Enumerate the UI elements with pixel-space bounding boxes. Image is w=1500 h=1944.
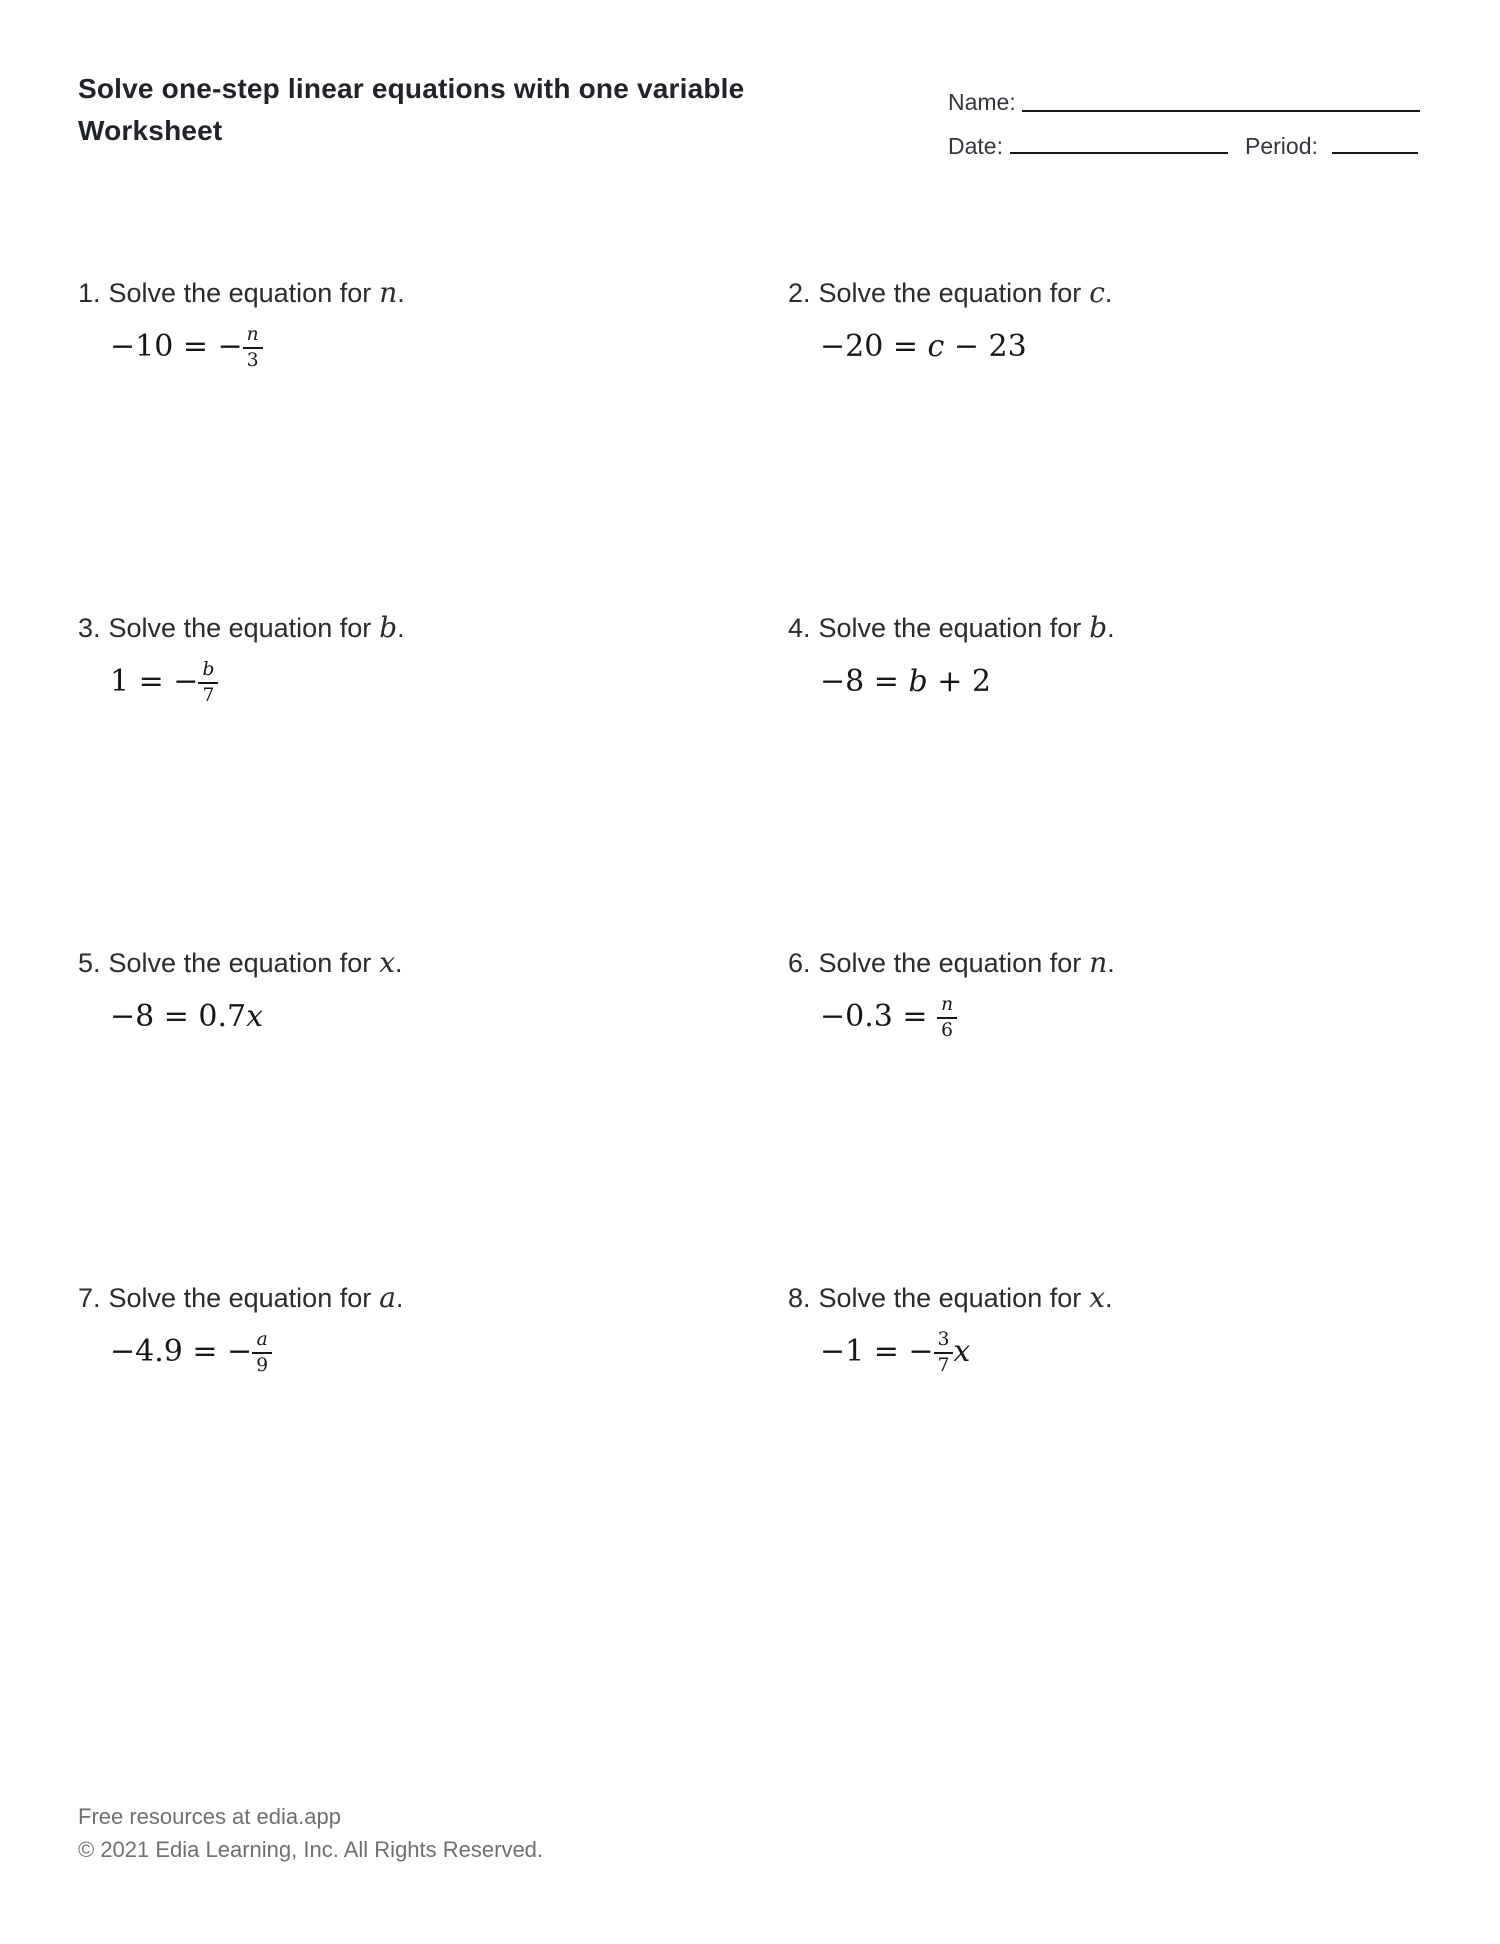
- problem-variable: c: [1089, 276, 1105, 309]
- problem-equation: [820, 660, 1500, 704]
- date-blank-line: [1010, 122, 1228, 154]
- problem-variable: x: [379, 946, 396, 979]
- problem-equation: [820, 1330, 1500, 1377]
- problem-number: 4.: [788, 613, 811, 643]
- problem-item: [78, 276, 788, 611]
- problem-item: [78, 1281, 788, 1616]
- problem-prompt: [78, 276, 788, 310]
- problem-prompt: [788, 946, 1500, 980]
- equation-text: + 2: [927, 664, 991, 699]
- problem-variable: n: [379, 276, 398, 309]
- problem-number: 5.: [78, 948, 101, 978]
- problem-prompt-text: Solve the equation for: [108, 1283, 372, 1313]
- problem-variable: b: [1089, 611, 1108, 644]
- problem-suffix: .: [1107, 613, 1115, 643]
- problem-prompt: [78, 1281, 788, 1315]
- name-blank-line: [1022, 80, 1420, 112]
- period-label: Period:: [1245, 133, 1318, 159]
- problem-suffix: .: [1104, 278, 1113, 308]
- problem-equation: [110, 325, 788, 372]
- problem-variable: b: [379, 611, 398, 644]
- date-label: Date:: [948, 133, 1003, 159]
- problem-variable: a: [379, 1281, 396, 1314]
- problem-prompt: [788, 1281, 1500, 1315]
- equation-text: x: [953, 1334, 971, 1370]
- problem-item: [788, 611, 1500, 946]
- problem-suffix: .: [395, 948, 403, 978]
- problem-equation: [110, 660, 788, 707]
- problem-variable: x: [1089, 1281, 1106, 1314]
- problem-suffix: .: [397, 613, 405, 643]
- equation-text: −4.9 = −: [110, 1334, 253, 1370]
- fraction: $\frac{n}{6}$: [937, 995, 957, 1042]
- equation-text: −20 =: [820, 329, 928, 364]
- equation-text: x: [246, 999, 264, 1034]
- problem-number: 6.: [788, 948, 811, 978]
- page-footer: [78, 1800, 543, 1866]
- problem-prompt: [78, 946, 788, 980]
- equation-text: −0.3 =: [820, 999, 938, 1035]
- problem-prompt: [78, 611, 788, 645]
- problem-item: [78, 611, 788, 946]
- problem-equation: [820, 995, 1500, 1042]
- problem-variable: n: [1089, 946, 1108, 979]
- page-title: [78, 68, 744, 152]
- equation-text: −10 = −: [110, 329, 243, 365]
- problem-prompt-text: Solve the equation for: [818, 613, 1082, 643]
- problem-equation: [110, 1330, 788, 1377]
- fraction: $\frac{a}{9}$: [252, 1330, 272, 1377]
- problem-prompt-text: Solve the equation for: [108, 948, 372, 978]
- problem-item: [788, 946, 1500, 1281]
- problem-number: 2.: [788, 278, 811, 308]
- problem-number: 8.: [788, 1283, 811, 1313]
- equation-text: c: [927, 329, 945, 364]
- problem-prompt-text: Solve the equation for: [818, 278, 1082, 308]
- problem-equation: [820, 325, 1500, 369]
- problem-number: 3.: [78, 613, 101, 643]
- problem-prompt-text: Solve the equation for: [818, 1283, 1082, 1313]
- footer-copyright-text: © 2021 Edia Learning, Inc. All Rights Reserved.: [78, 1837, 544, 1862]
- problem-prompt: [788, 611, 1500, 645]
- page-title-line2: Worksheet: [78, 115, 223, 146]
- problem-number: 1.: [78, 278, 101, 308]
- equation-text: − 23: [944, 329, 1027, 364]
- problems-grid: [78, 276, 1500, 1616]
- page-title-line1: Solve one-step linear equations with one variable: [78, 73, 745, 104]
- problem-number: 7.: [78, 1283, 101, 1313]
- problem-prompt-text: Solve the equation for: [108, 613, 372, 643]
- problem-item: [788, 1281, 1500, 1616]
- problem-suffix: .: [395, 1283, 404, 1313]
- problem-equation: [110, 995, 788, 1039]
- problem-item: [788, 276, 1500, 611]
- problem-prompt-text: Solve the equation for: [108, 278, 372, 308]
- footer-resources-text: Free resources at edia.app: [78, 1804, 341, 1829]
- equation-text: −1 = −: [820, 1334, 934, 1370]
- equation-text: 1 = −: [110, 664, 199, 700]
- equation-text: −8 =: [820, 664, 909, 699]
- problem-suffix: .: [397, 278, 405, 308]
- period-blank-line: [1332, 122, 1418, 154]
- name-label: Name:: [948, 89, 1016, 115]
- problem-prompt: [788, 276, 1500, 310]
- equation-text: −8 = 0.7: [110, 999, 247, 1034]
- fraction: $\frac{3}{7}$: [934, 1330, 954, 1377]
- fraction: $\frac{n}{3}$: [243, 325, 263, 372]
- problem-suffix: .: [1105, 1283, 1113, 1313]
- problem-prompt-text: Solve the equation for: [818, 948, 1082, 978]
- fraction: $\frac{b}{7}$: [198, 660, 218, 707]
- equation-text: b: [908, 664, 928, 699]
- problem-suffix: .: [1107, 948, 1115, 978]
- problem-item: [78, 946, 788, 1281]
